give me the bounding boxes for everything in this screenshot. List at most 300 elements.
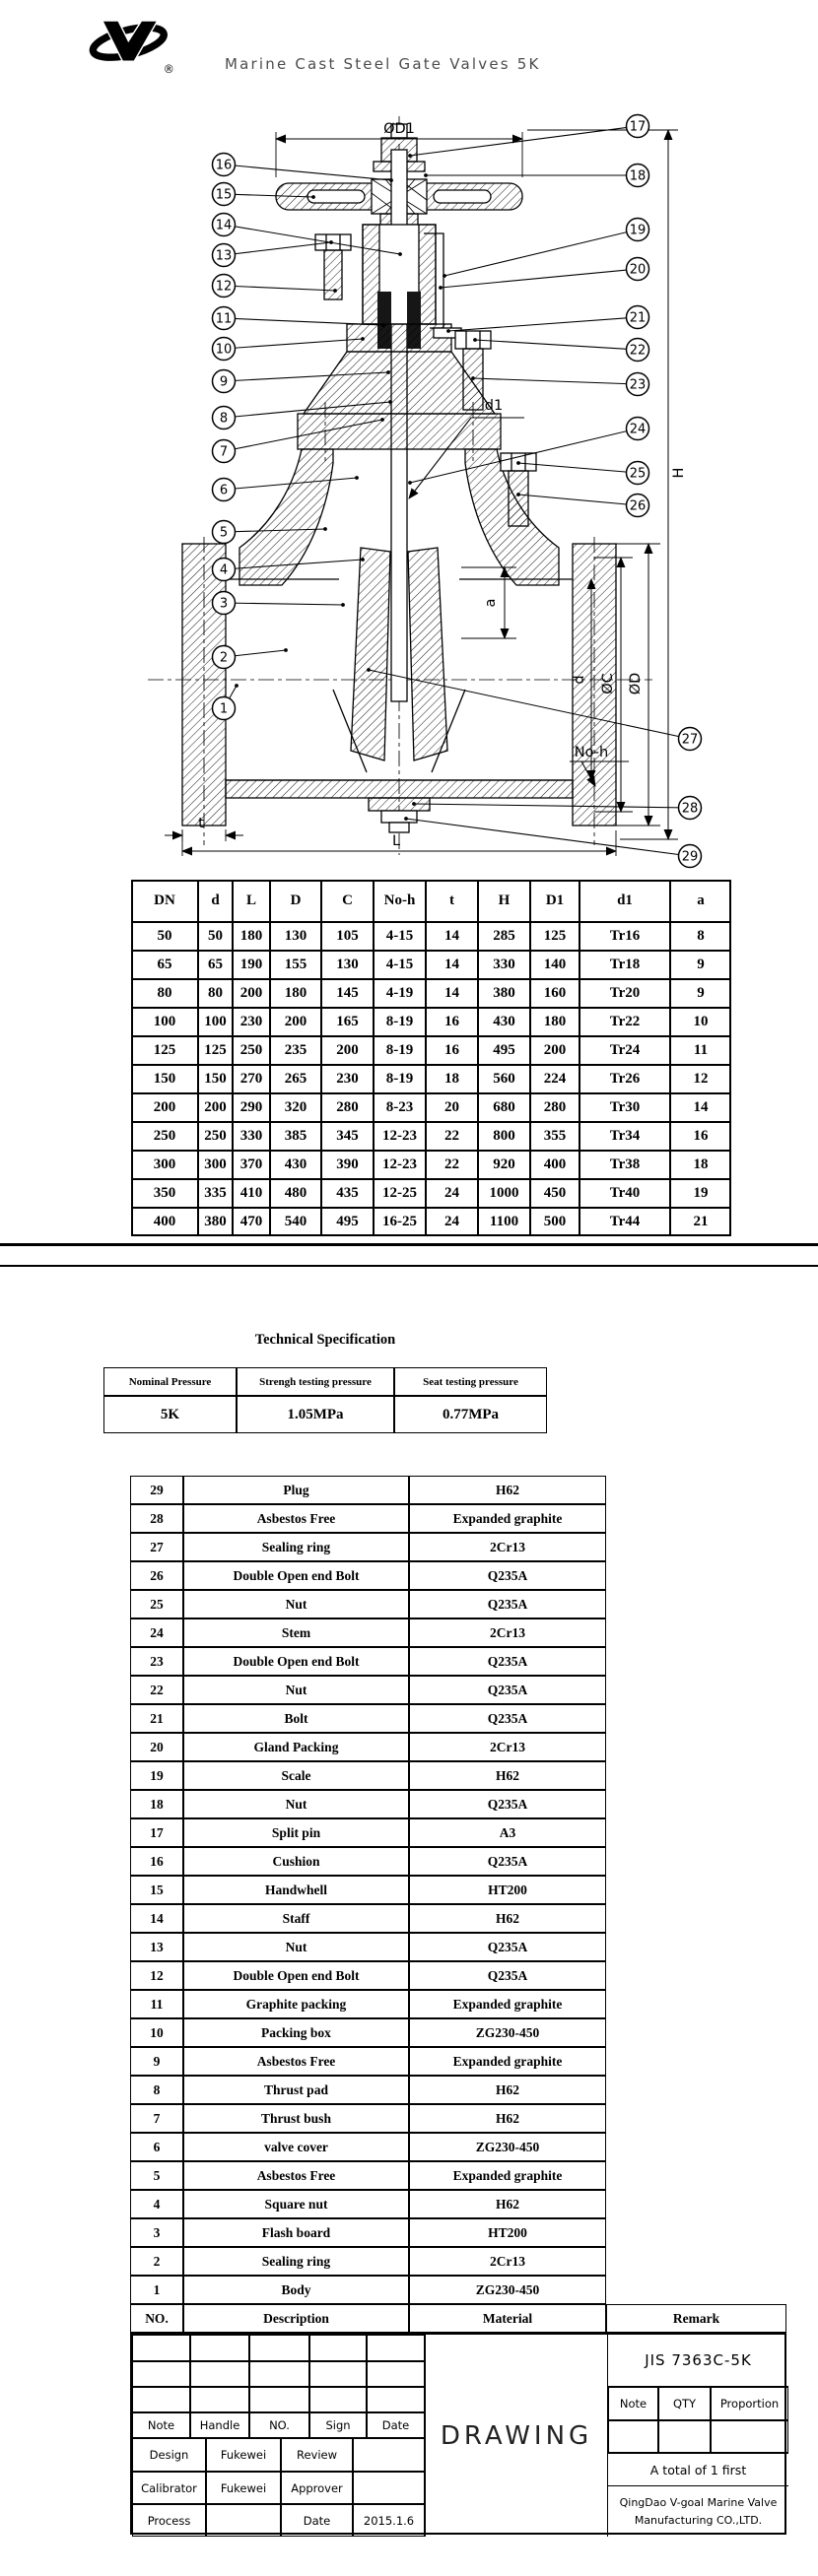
part-desc-21: Bolt: [183, 1704, 409, 1733]
svg-text:9: 9: [219, 374, 229, 390]
tb-calibrator_row-c1: Fukewei: [206, 2472, 281, 2504]
part-no-7: 7: [130, 2104, 183, 2133]
part-no-6: 6: [130, 2133, 183, 2161]
dim-cell-r8c2: 370: [233, 1151, 270, 1179]
part-mat-7: H62: [409, 2104, 606, 2133]
tb-process_row-c2: Date: [281, 2504, 353, 2537]
dim-cell-r6c1: 200: [198, 1093, 233, 1122]
dim-cell-r4c4: 200: [321, 1036, 374, 1065]
callout-28: [412, 797, 701, 820]
spec-header-0: Nominal Pressure: [103, 1367, 237, 1396]
svg-text:10: 10: [215, 342, 233, 358]
part-no-29: 29: [130, 1476, 183, 1504]
gate-right: [408, 548, 447, 760]
part-no-3: 3: [130, 2218, 183, 2247]
part-desc-1: Body: [183, 2276, 409, 2304]
svg-text:5: 5: [219, 525, 229, 541]
dim-cell-r7c3: 385: [270, 1122, 321, 1151]
dim-cell-r6c9: Tr30: [579, 1093, 670, 1122]
tb-design_row-c1: Fukewei: [206, 2438, 281, 2472]
svg-text:18: 18: [629, 168, 647, 184]
dim-label-t: t: [198, 816, 204, 831]
tb-empty-r0c2: [249, 2335, 309, 2361]
part-desc-12: Double Open end Bolt: [183, 1961, 409, 1990]
dim-header-D1: D1: [530, 880, 579, 922]
part-desc-10: Packing box: [183, 2018, 409, 2047]
dim-label-ØD: ØD: [628, 672, 644, 695]
spec-header-2: Seat testing pressure: [394, 1367, 547, 1396]
dim-cell-r2c6: 14: [426, 979, 478, 1008]
dim-cell-r3c10: 10: [670, 1008, 731, 1036]
tb-design_row-c3: [353, 2438, 425, 2472]
tb-design_row-c0: Design: [132, 2438, 206, 2472]
parts-footer-NO: NO.: [130, 2304, 183, 2333]
part-no-9: 9: [130, 2047, 183, 2076]
part-mat-2: 2Cr13: [409, 2247, 606, 2276]
svg-text:2: 2: [219, 650, 229, 666]
part-mat-29: H62: [409, 1476, 606, 1504]
part-mat-19: H62: [409, 1761, 606, 1790]
tb-sub-empty-0: [608, 2420, 658, 2453]
part-mat-21: Q235A: [409, 1704, 606, 1733]
dim-cell-r6c8: 280: [530, 1093, 579, 1122]
dim-cell-r8c8: 400: [530, 1151, 579, 1179]
dim-cell-r6c7: 680: [478, 1093, 530, 1122]
dim-cell-r5c6: 18: [426, 1065, 478, 1093]
part-mat-24: 2Cr13: [409, 1618, 606, 1647]
part-mat-13: Q235A: [409, 1933, 606, 1961]
dim-cell-r1c6: 14: [426, 951, 478, 979]
dim-cell-r9c4: 435: [321, 1179, 374, 1208]
dim-cell-r8c9: Tr38: [579, 1151, 670, 1179]
dim-cell-r5c4: 230: [321, 1065, 374, 1093]
dim-cell-r6c4: 280: [321, 1093, 374, 1122]
dim-cell-r7c5: 12-23: [374, 1122, 426, 1151]
dimension-table-frame: [131, 880, 731, 1236]
svg-text:6: 6: [219, 483, 229, 498]
part-no-5: 5: [130, 2161, 183, 2190]
dim-cell-r2c2: 200: [233, 979, 270, 1008]
part-desc-29: Plug: [183, 1476, 409, 1504]
svg-text:28: 28: [681, 801, 699, 817]
valve-section-drawing: [0, 74, 818, 874]
dim-cell-r6c10: 14: [670, 1093, 731, 1122]
dim-cell-r5c5: 8-19: [374, 1065, 426, 1093]
dim-header-L: L: [233, 880, 270, 922]
part-no-2: 2: [130, 2247, 183, 2276]
svg-text:1: 1: [219, 701, 229, 717]
dim-cell-r10c4: 495: [321, 1208, 374, 1236]
dim-cell-r5c0: 150: [131, 1065, 198, 1093]
dim-cell-r1c3: 155: [270, 951, 321, 979]
dim-cell-r10c3: 540: [270, 1208, 321, 1236]
dim-header-No-h: No-h: [374, 880, 426, 922]
part-mat-14: H62: [409, 1904, 606, 1933]
part-mat-9: Expanded graphite: [409, 2047, 606, 2076]
registered-mark: ®: [163, 63, 174, 77]
callout-22: [473, 338, 648, 361]
tech-spec-frame: [103, 1367, 547, 1433]
part-desc-23: Double Open end Bolt: [183, 1647, 409, 1676]
part-no-21: 21: [130, 1704, 183, 1733]
dim-cell-r1c2: 190: [233, 951, 270, 979]
bottom-plug: [369, 798, 430, 832]
tb-empty-r2c0: [132, 2387, 190, 2412]
part-mat-25: Q235A: [409, 1590, 606, 1618]
dim-cell-r1c10: 9: [670, 951, 731, 979]
dim-cell-r4c3: 235: [270, 1036, 321, 1065]
svg-text:11: 11: [215, 311, 233, 327]
part-desc-15: Handwhell: [183, 1876, 409, 1904]
tb-calibrator_row-c0: Calibrator: [132, 2472, 206, 2504]
dim-cell-r3c8: 180: [530, 1008, 579, 1036]
part-no-19: 19: [130, 1761, 183, 1790]
tb-label-NO.: NO.: [249, 2412, 309, 2438]
dim-cell-r2c1: 80: [198, 979, 233, 1008]
part-no-27: 27: [130, 1533, 183, 1561]
part-desc-4: Square nut: [183, 2190, 409, 2218]
tb-empty-r1c4: [367, 2361, 425, 2387]
svg-text:21: 21: [629, 310, 647, 326]
part-mat-28: Expanded graphite: [409, 1504, 606, 1533]
callout-29: [404, 817, 701, 867]
dim-label-L: L: [391, 833, 401, 849]
part-mat-8: H62: [409, 2076, 606, 2104]
dim-cell-r10c1: 380: [198, 1208, 233, 1236]
dim-header-H: H: [478, 880, 530, 922]
dim-cell-r1c1: 65: [198, 951, 233, 979]
part-no-28: 28: [130, 1504, 183, 1533]
part-no-13: 13: [130, 1933, 183, 1961]
dim-cell-r5c3: 265: [270, 1065, 321, 1093]
tb-sub-empty-1: [658, 2420, 711, 2453]
part-mat-26: Q235A: [409, 1561, 606, 1590]
part-desc-3: Flash board: [183, 2218, 409, 2247]
dim-cell-r2c0: 80: [131, 979, 198, 1008]
callout-19: [443, 219, 648, 278]
tb-calibrator_row-c2: Approver: [281, 2472, 353, 2504]
callout-20: [439, 258, 648, 290]
tb-label-Handle: Handle: [190, 2412, 249, 2438]
dim-cell-r9c2: 410: [233, 1179, 270, 1208]
svg-text:25: 25: [629, 466, 647, 482]
svg-text:23: 23: [629, 377, 647, 393]
svg-text:20: 20: [629, 262, 647, 278]
dim-cell-r7c8: 355: [530, 1122, 579, 1151]
tb-label-Note: Note: [132, 2412, 190, 2438]
dim-label-H: H: [671, 467, 687, 479]
dim-cell-r8c5: 12-23: [374, 1151, 426, 1179]
part-desc-24: Stem: [183, 1618, 409, 1647]
dim-header-d1: d1: [579, 880, 670, 922]
dim-cell-r1c9: Tr18: [579, 951, 670, 979]
tb-empty-r0c0: [132, 2335, 190, 2361]
dim-cell-r10c6: 24: [426, 1208, 478, 1236]
svg-text:12: 12: [215, 279, 233, 295]
dim-cell-r4c0: 125: [131, 1036, 198, 1065]
svg-text:15: 15: [215, 187, 233, 203]
dim-label-No-h: No-h: [574, 745, 609, 760]
dim-cell-r7c4: 345: [321, 1122, 374, 1151]
part-mat-6: ZG230-450: [409, 2133, 606, 2161]
tb-sub-Proportion: Proportion: [711, 2387, 788, 2420]
part-mat-12: Q235A: [409, 1961, 606, 1990]
dim-label-ØC: ØC: [600, 673, 616, 694]
dim-cell-r10c10: 21: [670, 1208, 731, 1236]
dim-cell-r7c7: 800: [478, 1122, 530, 1151]
dim-cell-r3c0: 100: [131, 1008, 198, 1036]
dim-cell-r1c4: 130: [321, 951, 374, 979]
part-desc-27: Sealing ring: [183, 1533, 409, 1561]
svg-text:16: 16: [215, 158, 233, 173]
dim-cell-r5c8: 224: [530, 1065, 579, 1093]
dim-cell-r7c6: 22: [426, 1122, 478, 1151]
part-mat-22: Q235A: [409, 1676, 606, 1704]
dim-cell-r4c9: Tr24: [579, 1036, 670, 1065]
part-desc-6: valve cover: [183, 2133, 409, 2161]
part-no-26: 26: [130, 1561, 183, 1590]
tb-empty-r0c4: [367, 2335, 425, 2361]
dim-cell-r5c7: 560: [478, 1065, 530, 1093]
bonnet-flange: [298, 414, 501, 449]
parts-footer-Description: Description: [183, 2304, 409, 2333]
title-block: [130, 2333, 786, 2535]
dim-cell-r10c2: 470: [233, 1208, 270, 1236]
part-desc-22: Nut: [183, 1676, 409, 1704]
dim-cell-r3c5: 8-19: [374, 1008, 426, 1036]
body-bottom: [226, 780, 573, 798]
dim-cell-r2c3: 180: [270, 979, 321, 1008]
part-mat-4: H62: [409, 2190, 606, 2218]
dim-label-d: d: [572, 675, 587, 685]
dim-label-ØD1: ØD1: [383, 121, 415, 137]
part-desc-19: Scale: [183, 1761, 409, 1790]
dim-cell-r9c10: 19: [670, 1179, 731, 1208]
dim-cell-r1c8: 140: [530, 951, 579, 979]
dim-cell-r9c7: 1000: [478, 1179, 530, 1208]
dim-cell-r2c10: 9: [670, 979, 731, 1008]
svg-text:24: 24: [629, 422, 647, 437]
company-line1: QingDao V-goal Marine Valve: [619, 2496, 778, 2510]
dim-cell-r8c7: 920: [478, 1151, 530, 1179]
svg-text:14: 14: [215, 218, 233, 233]
tech-spec-title: Technical Specification: [254, 1332, 396, 1348]
part-mat-23: Q235A: [409, 1647, 606, 1676]
parts-footer-Material: Material: [409, 2304, 606, 2333]
tb-label-Date: Date: [367, 2412, 425, 2438]
dim-label-d1: d1: [484, 398, 504, 414]
part-mat-5: Expanded graphite: [409, 2161, 606, 2190]
dim-cell-r7c9: Tr34: [579, 1122, 670, 1151]
part-no-14: 14: [130, 1904, 183, 1933]
svg-text:17: 17: [629, 119, 647, 135]
dim-cell-r2c4: 145: [321, 979, 374, 1008]
dim-cell-r4c8: 200: [530, 1036, 579, 1065]
dim-cell-r10c7: 1100: [478, 1208, 530, 1236]
tb-design_row-c2: Review: [281, 2438, 353, 2472]
callout-balloons: [213, 115, 702, 868]
dim-cell-r6c0: 200: [131, 1093, 198, 1122]
part-mat-27: 2Cr13: [409, 1533, 606, 1561]
dim-cell-r1c5: 4-15: [374, 951, 426, 979]
part-mat-20: 2Cr13: [409, 1733, 606, 1761]
tb-sub-empty-2: [711, 2420, 788, 2453]
part-no-10: 10: [130, 2018, 183, 2047]
svg-text:22: 22: [629, 343, 647, 359]
dim-header-t: t: [426, 880, 478, 922]
dim-cell-r9c1: 335: [198, 1179, 233, 1208]
svg-text:29: 29: [681, 849, 699, 865]
dim-cell-r6c6: 20: [426, 1093, 478, 1122]
dim-cell-r7c10: 16: [670, 1122, 731, 1151]
callout-13: [213, 240, 333, 266]
dim-cell-r4c5: 8-19: [374, 1036, 426, 1065]
part-no-24: 24: [130, 1618, 183, 1647]
page-title: Marine Cast Steel Gate Valves 5K: [225, 55, 541, 73]
part-no-15: 15: [130, 1876, 183, 1904]
dim-header-a: a: [670, 880, 731, 922]
sheet-total-label: A total of 1 first: [608, 2453, 788, 2486]
dim-cell-r2c7: 380: [478, 979, 530, 1008]
part-desc-20: Gland Packing: [183, 1733, 409, 1761]
separator-rule-thin: [0, 1265, 818, 1267]
part-mat-10: ZG230-450: [409, 2018, 606, 2047]
dim-cell-r5c9: Tr26: [579, 1065, 670, 1093]
separator-rule-thick: [0, 1243, 818, 1246]
tb-empty-r2c3: [309, 2387, 367, 2412]
dim-cell-r9c9: Tr40: [579, 1179, 670, 1208]
dim-cell-r0c5: 4-15: [374, 922, 426, 951]
tb-empty-r2c4: [367, 2387, 425, 2412]
tb-empty-r1c1: [190, 2361, 249, 2387]
part-desc-11: Graphite packing: [183, 1990, 409, 2018]
dim-cell-r10c8: 500: [530, 1208, 579, 1236]
callout-10: [213, 337, 365, 360]
part-desc-18: Nut: [183, 1790, 409, 1818]
dim-cell-r0c9: Tr16: [579, 922, 670, 951]
spec-value-0: 5K: [103, 1396, 237, 1433]
dim-cell-r3c9: Tr22: [579, 1008, 670, 1036]
dim-cell-r9c5: 12-25: [374, 1179, 426, 1208]
company-name: [608, 2486, 788, 2537]
svg-text:13: 13: [215, 248, 233, 264]
svg-text:27: 27: [681, 732, 699, 748]
callout-17: [408, 115, 648, 158]
dim-cell-r6c3: 320: [270, 1093, 321, 1122]
part-mat-11: Expanded graphite: [409, 1990, 606, 2018]
part-desc-5: Asbestos Free: [183, 2161, 409, 2190]
dim-header-d: d: [198, 880, 233, 922]
part-mat-17: A3: [409, 1818, 606, 1847]
dim-cell-r4c2: 250: [233, 1036, 270, 1065]
callout-25: [516, 461, 648, 484]
callout-21: [446, 306, 648, 333]
dim-cell-r0c10: 8: [670, 922, 731, 951]
part-desc-28: Asbestos Free: [183, 1504, 409, 1533]
part-desc-26: Double Open end Bolt: [183, 1561, 409, 1590]
dim-cell-r0c1: 50: [198, 922, 233, 951]
dim-cell-r8c1: 300: [198, 1151, 233, 1179]
dim-cell-r0c4: 105: [321, 922, 374, 951]
spec-value-1: 1.05MPa: [237, 1396, 394, 1433]
dim-cell-r0c6: 14: [426, 922, 478, 951]
dim-cell-r4c1: 125: [198, 1036, 233, 1065]
dim-cell-r2c5: 4-19: [374, 979, 426, 1008]
dim-cell-r9c8: 450: [530, 1179, 579, 1208]
tb-empty-r2c1: [190, 2387, 249, 2412]
dim-cell-r3c7: 430: [478, 1008, 530, 1036]
part-desc-9: Asbestos Free: [183, 2047, 409, 2076]
tb-empty-r2c2: [249, 2387, 309, 2412]
part-desc-14: Staff: [183, 1904, 409, 1933]
dim-cell-r8c3: 430: [270, 1151, 321, 1179]
part-no-12: 12: [130, 1961, 183, 1990]
tb-empty-r1c0: [132, 2361, 190, 2387]
part-desc-16: Cushion: [183, 1847, 409, 1876]
dim-cell-r7c1: 250: [198, 1122, 233, 1151]
tb-calibrator_row-c3: [353, 2472, 425, 2504]
part-desc-25: Nut: [183, 1590, 409, 1618]
part-desc-17: Split pin: [183, 1818, 409, 1847]
parts-footer-Remark: Remark: [606, 2304, 786, 2333]
spec-header-1: Strengh testing pressure: [237, 1367, 394, 1396]
tb-process_row-c0: Process: [132, 2504, 206, 2537]
svg-text:26: 26: [629, 498, 647, 514]
part-no-23: 23: [130, 1647, 183, 1676]
part-mat-16: Q235A: [409, 1847, 606, 1876]
vgoal-logo-icon: [85, 18, 179, 79]
dim-cell-r5c1: 150: [198, 1065, 233, 1093]
tb-empty-r0c1: [190, 2335, 249, 2361]
dim-cell-r5c2: 270: [233, 1065, 270, 1093]
part-no-25: 25: [130, 1590, 183, 1618]
tb-process_row-c1: [206, 2504, 281, 2537]
dim-cell-r2c9: Tr20: [579, 979, 670, 1008]
dim-header-DN: DN: [131, 880, 198, 922]
callout-2: [213, 646, 288, 669]
tb-empty-r0c3: [309, 2335, 367, 2361]
dim-cell-r7c0: 250: [131, 1122, 198, 1151]
svg-text:7: 7: [219, 444, 229, 460]
part-desc-8: Thrust pad: [183, 2076, 409, 2104]
tb-sub-Note: Note: [608, 2387, 658, 2420]
part-desc-2: Sealing ring: [183, 2247, 409, 2276]
dim-cell-r5c10: 12: [670, 1065, 731, 1093]
dim-cell-r3c1: 100: [198, 1008, 233, 1036]
dim-cell-r6c2: 290: [233, 1093, 270, 1122]
part-no-16: 16: [130, 1847, 183, 1876]
part-desc-13: Nut: [183, 1933, 409, 1961]
dim-cell-r4c10: 11: [670, 1036, 731, 1065]
dim-cell-r9c6: 24: [426, 1179, 478, 1208]
part-mat-1: ZG230-450: [409, 2276, 606, 2304]
dim-cell-r0c8: 125: [530, 922, 579, 951]
spec-value-2: 0.77MPa: [394, 1396, 547, 1433]
callout-16: [213, 154, 393, 182]
dim-cell-r8c0: 300: [131, 1151, 198, 1179]
part-no-18: 18: [130, 1790, 183, 1818]
callout-23: [471, 373, 648, 396]
dim-cell-r4c7: 495: [478, 1036, 530, 1065]
dim-cell-r3c6: 16: [426, 1008, 478, 1036]
part-no-4: 4: [130, 2190, 183, 2218]
dim-header-D: D: [270, 880, 321, 922]
dim-cell-r3c3: 200: [270, 1008, 321, 1036]
tb-process_row-c3: 2015.1.6: [353, 2504, 425, 2537]
callout-12: [213, 275, 337, 297]
tb-empty-r1c2: [249, 2361, 309, 2387]
dim-cell-r2c8: 160: [530, 979, 579, 1008]
